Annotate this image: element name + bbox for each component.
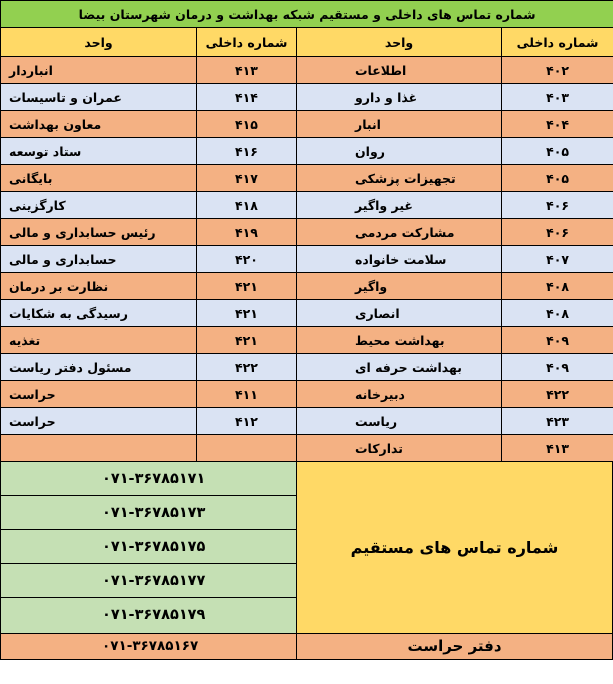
table-row: [1, 435, 613, 462]
table-row: [1, 165, 613, 192]
unit-name-right: غذا و دارو: [297, 84, 502, 111]
extension-right: ۴۰۴: [502, 111, 613, 138]
direct-phone-number: ۰۷۱-۳۶۷۸۵۱۷۱: [0, 462, 297, 496]
unit-name-left: تغذیه: [1, 327, 197, 354]
unit-name-left: نظارت بر درمان: [1, 273, 197, 300]
security-office-row: [0, 634, 613, 660]
extension-right: ۴۰۳: [502, 84, 613, 111]
table-row: [1, 327, 613, 354]
unit-name-right: ریاست: [297, 408, 502, 435]
unit-name-right: بهداشت محیط: [297, 327, 502, 354]
unit-name-right: اطلاعات: [297, 57, 502, 84]
unit-name-left: حراست: [1, 408, 197, 435]
unit-name-right: سلامت خانواده: [297, 246, 502, 273]
direct-phone-number: ۰۷۱-۳۶۷۸۵۱۷۵: [0, 530, 297, 564]
unit-name-right: دبیرخانه: [297, 381, 502, 408]
direct-phone-list: [0, 462, 297, 634]
unit-name-left: رسیدگی به شکایات: [1, 300, 197, 327]
unit-name-left: عمران و تاسیسات: [1, 84, 197, 111]
extension-left: ۴۱۵: [197, 111, 297, 138]
table-row: [1, 111, 613, 138]
extension-left: ۴۱۷: [197, 165, 297, 192]
table-row: [1, 354, 613, 381]
unit-name-left: انباردار: [1, 57, 197, 84]
unit-name-right: تدارکات: [297, 435, 502, 462]
unit-name-left: معاون بهداشت: [1, 111, 197, 138]
unit-name-left: بایگانی: [1, 165, 197, 192]
extension-header-right: شماره داخلی: [502, 28, 613, 57]
direct-lines-label: شماره تماس های مستقیم: [297, 462, 613, 634]
extension-left: ۴۱۲: [197, 408, 297, 435]
extension-right: ۴۰۸: [502, 273, 613, 300]
extension-right: ۴۲۲: [502, 381, 613, 408]
table-row: [1, 192, 613, 219]
table-row: [1, 57, 613, 84]
unit-name-left: ستاد توسعه: [1, 138, 197, 165]
unit-name-right: بهداشت حرفه ای: [297, 354, 502, 381]
extension-right: ۴۰۵: [502, 165, 613, 192]
extension-right: ۴۰۷: [502, 246, 613, 273]
extension-right: ۴۰۶: [502, 192, 613, 219]
table-header-row: [1, 28, 613, 57]
extension-left: ۴۲۱: [197, 327, 297, 354]
direct-phone-number: ۰۷۱-۳۶۷۸۵۱۷۷: [0, 564, 297, 598]
table-row: [1, 246, 613, 273]
direct-phone-number: ۰۷۱-۳۶۷۸۵۱۷۳: [0, 496, 297, 530]
extension-left: ۴۱۸: [197, 192, 297, 219]
table-row: [1, 300, 613, 327]
security-office-phone: ۰۷۱-۳۶۷۸۵۱۶۷: [1, 634, 297, 659]
unit-name-right: انبار: [297, 111, 502, 138]
unit-name-right: واگیر: [297, 273, 502, 300]
table-row: [1, 381, 613, 408]
unit-name-right: انصاری: [297, 300, 502, 327]
table-row: [1, 219, 613, 246]
direct-lines-section: [0, 462, 613, 634]
extension-right: ۴۰۶: [502, 219, 613, 246]
unit-name-left: مسئول دفتر ریاست: [1, 354, 197, 381]
unit-header-left: واحد: [1, 28, 197, 57]
table-row: [1, 84, 613, 111]
sheet-title: شماره تماس های داخلی و مستقیم شبکه بهداشت و درمان شهرستان بیضا: [1, 1, 613, 28]
table-row: [1, 273, 613, 300]
security-office-label: دفتر حراست: [407, 637, 502, 655]
extension-left: ۴۱۹: [197, 219, 297, 246]
unit-name-left: کارگزینی: [1, 192, 197, 219]
extension-left: ۴۱۴: [197, 84, 297, 111]
unit-name-right: تجهیزات پزشکی: [297, 165, 502, 192]
extension-left: ۴۱۱: [197, 381, 297, 408]
unit-name-right: غیر واگیر: [297, 192, 502, 219]
extension-header-left: شماره داخلی: [197, 28, 297, 57]
extension-right: ۴۰۵: [502, 138, 613, 165]
table-row: [1, 138, 613, 165]
unit-name-left: حسابداری و مالی: [1, 246, 197, 273]
extension-left: ۴۱۶: [197, 138, 297, 165]
extension-right: ۴۰۹: [502, 327, 613, 354]
extension-left: [197, 435, 297, 462]
unit-name-left: حراست: [1, 381, 197, 408]
extension-left: ۴۲۱: [197, 300, 297, 327]
unit-name-left: رئیس حسابداری و مالی: [1, 219, 197, 246]
unit-name-left: [1, 435, 197, 462]
extension-left: ۴۲۲: [197, 354, 297, 381]
unit-name-right: مشارکت مردمی: [297, 219, 502, 246]
direct-phone-number: ۰۷۱-۳۶۷۸۵۱۷۹: [0, 598, 297, 634]
extension-left: ۴۱۳: [197, 57, 297, 84]
unit-header-right: واحد: [297, 28, 502, 57]
extension-left: ۴۲۰: [197, 246, 297, 273]
table-row: [1, 408, 613, 435]
extension-right: ۴۰۹: [502, 354, 613, 381]
unit-name-right: روان: [297, 138, 502, 165]
extension-left: ۴۲۱: [197, 273, 297, 300]
extension-right: ۴۰۲: [502, 57, 613, 84]
extension-right: ۴۰۸: [502, 300, 613, 327]
extension-right: ۴۲۳: [502, 408, 613, 435]
extension-right: ۴۱۳: [502, 435, 613, 462]
